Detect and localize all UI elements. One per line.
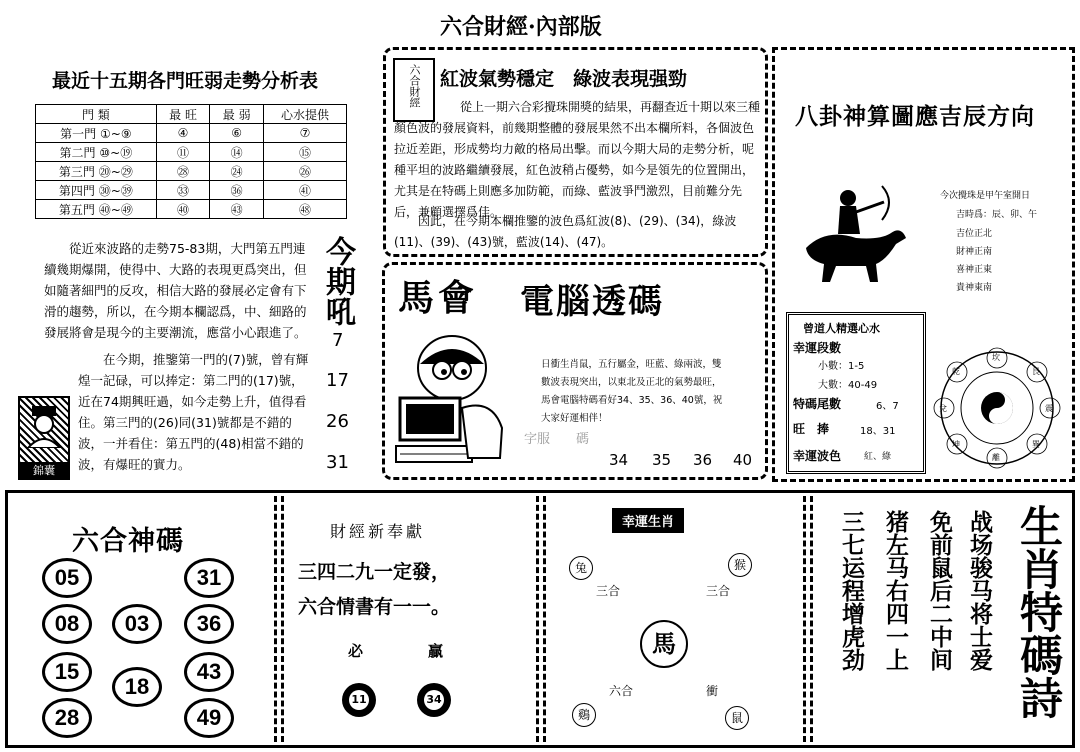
god-number: 05 [42,558,92,598]
zodiac-monkey: 猴 [728,553,752,577]
table-cell: 第二門 ⑩~⑲ [36,143,157,162]
poem-column: 猪左马右四一上 [882,510,909,671]
wave-stamp-text: 六合財經 [408,64,421,108]
god-number: 15 [42,652,92,692]
header-title: 六合財經·內部版 [440,14,602,40]
almanac-info-line: 財神正南 [956,247,993,257]
table-cell: ⑥ [210,124,264,143]
table-cell: ㊱ [210,181,264,200]
table-cell: 第四門 ㉚~㊴ [36,181,157,200]
table-header-row [36,105,347,124]
table-row [36,124,347,143]
poem-column: 战场骏马将士爱 [966,510,993,671]
computer-number: 36 [693,451,713,469]
range-start: ㊵ [98,202,111,217]
zodiac-rabbit: 兔 [569,556,593,580]
analysis-paragraph-1: 從近來波路的走勢75-83期，大門第五門連續幾期爆開，使得中、大路的表現更爲突出，但如隨著細門的反攻，相信大路的發展必定會有下滑的趨勢，所以，在今期本欄認爲，中、細路的發展將會是現今的主要潮流，應當小心跟進了。 [44,241,307,340]
hot-value: 18、31 [860,426,896,437]
gate-label: 第五門 [58,202,95,217]
bagua-diagram [930,346,1064,470]
bagua-label: 艮 [1032,367,1040,376]
special-tail-value: 6、7 [876,401,899,412]
scholar-icon [22,404,66,448]
shout-label: 今期吼 [320,236,355,326]
table-cell: ㊸ [210,200,264,219]
god-title: 六合神碼 [72,526,184,557]
shout-number: 7 [332,330,344,351]
almanac-info-line: 吉位正北 [956,229,993,239]
special-tail-label: 特碼尾數 [793,397,842,411]
computer-watermark: 字服 碼 [524,432,590,447]
divider [536,496,539,742]
god-number: 03 [112,604,162,644]
god-number: 49 [184,698,234,738]
god-number: 18 [112,667,162,707]
computer-title-right: 電腦透碼 [520,282,664,322]
table-cell: ㉔ [210,162,264,181]
table-cell: ㉖ [263,162,346,181]
range-end: ㉙ [120,164,133,179]
bagua-label: 離 [992,453,1000,462]
divider [281,496,284,742]
table-row [36,200,347,219]
range-end: ⑲ [120,145,133,160]
wave-body: 從上一期六合彩攪珠開獎的結果，再翻查近十期以來三種顏色波的發展資料，前幾期整體的發展果然不出本欄所料，各個波色拉近差距，形成勢均力敵的格局出擊。而以今期大局的走勢分析，呢種平坦的波路繼續發展，紅色波稍占優勢，如今是領先的位置開出，尤其是在特碼上則應多加防範，而綠、藍波爭鬥激烈，目前難分先后，兼顧選擇爲佳。 [394,100,761,219]
gate-label: 第一門 [60,126,97,141]
finance-line-1: 三四二九一定發， [298,561,451,583]
small-range: 小數：1-5 [818,361,865,372]
big-range: 大數：40-49 [818,380,878,391]
lucky-tail-label: 幸運段數 [793,341,842,355]
table-cell: 第一門 ①~⑨ [36,124,157,143]
analysis-paragraph-2: 在今期，推鑒第一門的(7)號，曾有輝煌一記碌，可以捧定：第二門的(17)號，近在74期興旺過，如今走勢上升，值得看住。第三門的(26)同(31)號都是不錯的波，一并看住：第五門的(48)相當不錯的波，有爆旺的實力。 [78,352,309,472]
god-number: 43 [184,652,234,692]
bagua-label: 乾 [952,367,960,376]
poem-column: 免前鼠后二中间 [926,510,953,671]
range-start: ⑳ [98,164,111,179]
bagua-label: 震 [1045,404,1053,413]
table-cell: ⑮ [263,143,346,162]
finance-ball-number: 11 [349,690,369,710]
almanac-title: 八卦神算圖應吉辰方向 [795,103,1035,130]
shout-number: 31 [326,452,349,473]
poem-column: 三七运程增虎劲 [838,510,865,671]
range-start: ㉚ [98,183,111,198]
table-row [36,162,347,181]
almanac-info-line: 貴神東南 [956,283,993,293]
divider [803,496,806,742]
god-number: 36 [184,604,234,644]
almanac-info-line: 吉時爲：辰、卯、午 [956,210,1038,220]
range-start: ① [100,126,111,141]
computer-number: 40 [733,451,753,469]
zodiac-rat: 鼠 [725,706,749,730]
gate-label: 第二門 [59,145,96,160]
computer-number: 34 [609,451,629,469]
table-row [36,181,347,200]
finance-ball [417,683,451,717]
liuhe-label: 六合 [609,684,634,698]
god-number: 08 [42,604,92,644]
table-cell: ㊵ [156,200,210,219]
finance-title: 財經新奉獻 [330,522,426,541]
lucky-title: 幸運生肖 [612,508,684,533]
range-end: ⑨ [120,126,132,141]
sanhe-right-label: 三合 [706,584,731,598]
table-cell: ㊽ [263,200,346,219]
god-number: 28 [42,698,92,738]
finance-line-2: 六合情書有一一。 [298,596,451,618]
lucky-color-label: 幸運波色 [793,449,842,463]
chong-label: 衝 [706,684,719,698]
wave-conclusion: 因此，在今期本欄推鑒的波色爲紅波(8)、(29)、(34)，綠波(11)、(39)、(43)號，藍波(14)、(47)。 [394,214,737,249]
horseman-archer-icon [796,178,926,288]
wave-title: 紅波氣勢穩定 綠波表現强勁 [440,68,688,90]
analysis-title: 最近十五期各門旺弱走勢分析表 [52,70,319,92]
zodiac-rooster: 鷄 [572,703,596,727]
avatar-caption: 錦囊 [20,462,68,478]
avatar [18,396,70,480]
table-cell: ㉝ [156,181,210,200]
lucky-color-value: 紅、綠 [864,452,892,462]
range-start: ⑩ [99,145,111,160]
shout-number: 26 [326,411,349,432]
table-cell: ㊶ [263,181,346,200]
sanhe-left-label: 三合 [596,584,621,598]
divider [810,496,813,742]
god-number: 31 [184,558,234,598]
zodiac-horse-center: 馬 [640,620,688,668]
table-cell: ㉘ [156,162,210,181]
table-header: 最 弱 [210,105,264,124]
table-header: 最 旺 [156,105,210,124]
table-cell: ⑭ [210,143,264,162]
divider [274,496,277,742]
table-header: 心水提供 [263,105,346,124]
almanac-info-line: 今次攪珠是甲午室開日 [940,191,1031,201]
gate-label: 第四門 [58,183,95,198]
computer-mascot-icon [392,328,522,468]
computer-number: 35 [652,451,672,469]
gate-label: 第三門 [58,164,95,179]
table-cell: 第五門 ㊵~㊾ [36,200,157,219]
range-end: ㊴ [120,183,133,198]
bagua-label: 兌 [939,404,947,413]
divider [543,496,546,742]
analysis-table [35,104,347,219]
finance-win-a: 必 [348,642,364,660]
range-end: ㊾ [120,202,133,217]
almanac-info-line: 喜神正東 [956,265,993,275]
heart-title: 曾道人精選心水 [803,322,880,335]
computer-body: 日衝生肖鼠，五行屬金，旺藍、綠兩波，雙數波表現突出，以東北及正北的氣勢最旺，馬會電腦特碼看好34、35、36、40號，祝大家好運相伴！ [541,359,723,424]
finance-win-b: 贏 [428,642,444,660]
finance-ball-number: 34 [424,690,444,710]
shout-number: 17 [326,370,349,391]
table-cell: ⑪ [156,143,210,162]
bagua-label: 巽 [1032,440,1040,449]
bagua-label: 坎 [992,353,1000,362]
table-cell: 第三門 ⑳~㉙ [36,162,157,181]
bagua-label: 坤 [952,440,960,449]
finance-ball [342,683,376,717]
hot-label: 旺 捧 [793,422,830,436]
table-row [36,143,347,162]
computer-title-left: 馬會 [398,277,479,319]
table-header: 門 類 [36,105,157,124]
table-cell: ⑦ [263,124,346,143]
table-cell: ④ [156,124,210,143]
poem-title: 生肖特碼詩 [1013,504,1063,719]
